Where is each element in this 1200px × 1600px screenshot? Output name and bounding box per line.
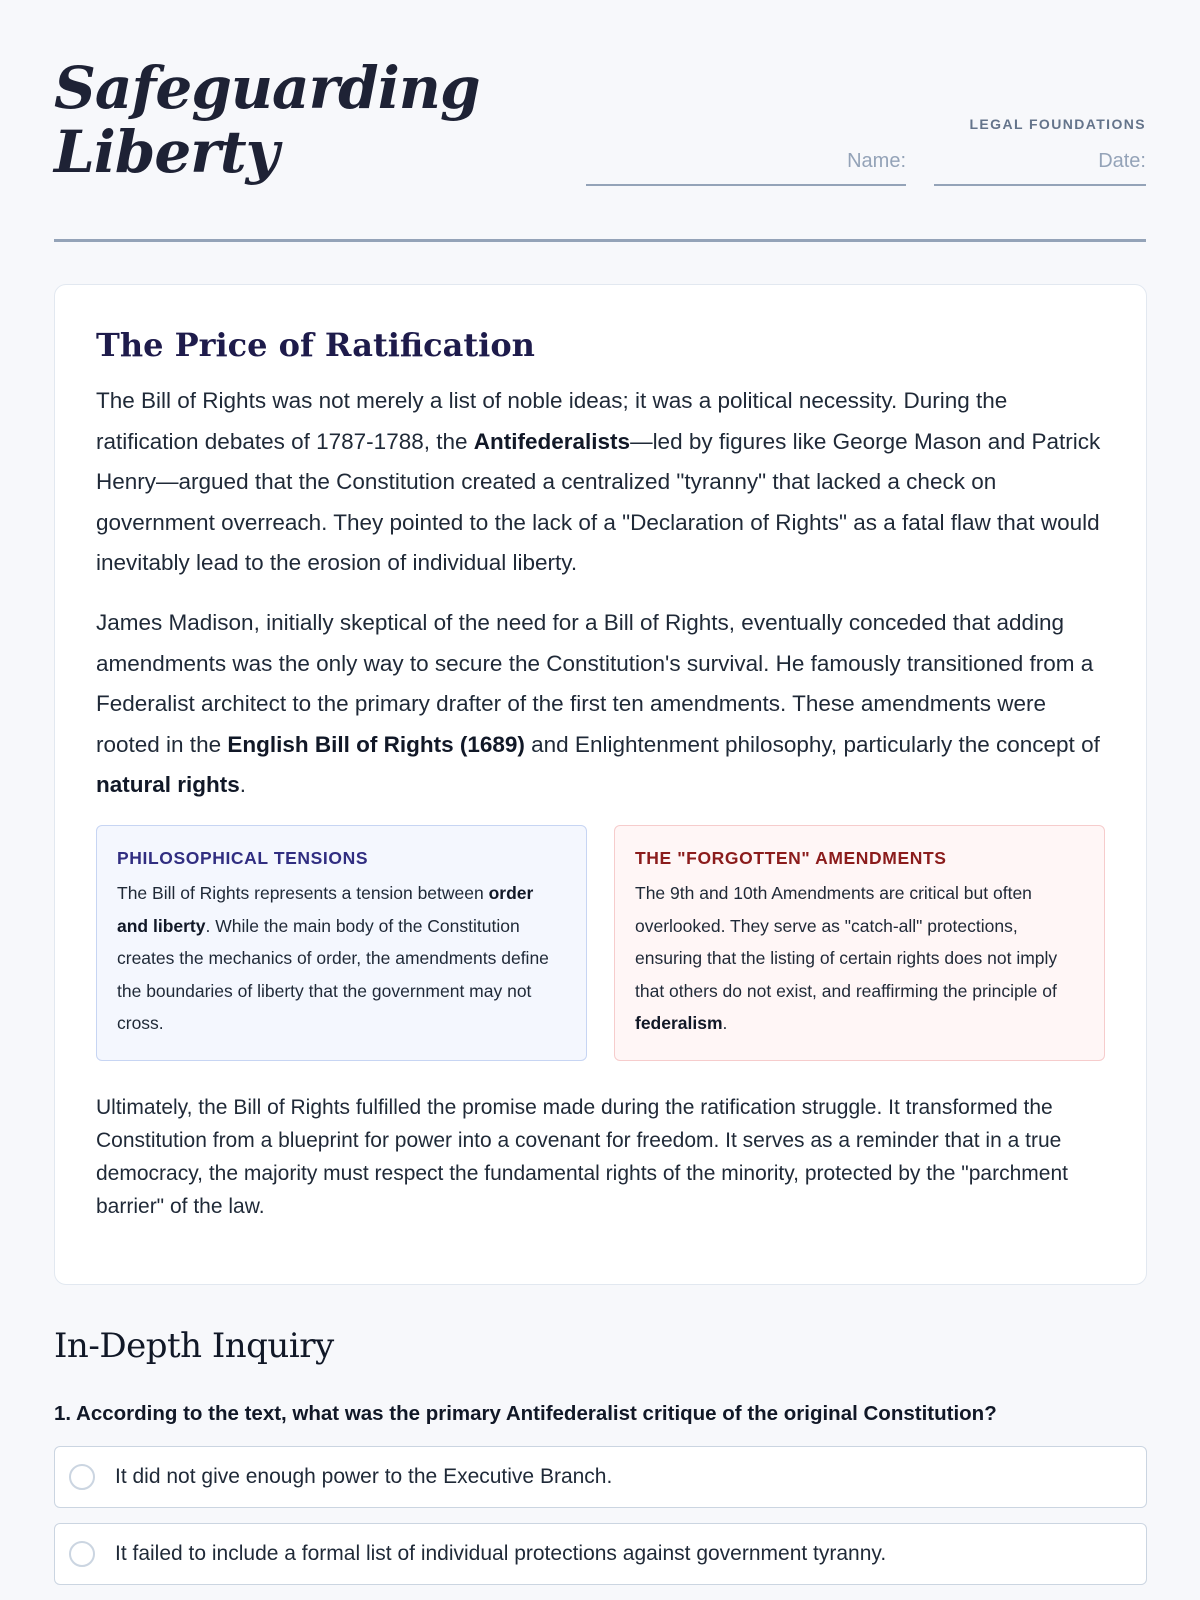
date-field[interactable] — [934, 146, 1146, 186]
worksheet-title — [54, 56, 480, 184]
callout-text-c: . While the main body of the Constitution creates the mechanics of order, the amendments define the boundaries of liberty that the government may not cross. — [117, 915, 549, 1034]
p1-text-c: —led by figures like George Mason and Patrick Henry—argued that the Constitution created a centralized "tyranny" that lacked a check on government overreach. They pointed to the lack of a "Declaration of Rights" as a fatal flaw that would inevitably lead to the erosion of individual liberty. — [96, 428, 1101, 576]
p1-bold-antifederalists: Antifederalists — [473, 428, 631, 454]
reading-paragraph-1 — [96, 381, 1105, 584]
question-1: 1. According to the text, what was the primary Antifederalist critique of the original Constitution? — [54, 1402, 997, 1425]
callout-boxes — [96, 825, 1105, 1061]
radio-button[interactable] — [69, 1464, 95, 1490]
callout-text-a: The 9th and 10th Amendments are critical but often overlooked. They serve as "catch-all" protections, ensuring that the listing of certain rights does not imply that others do not exist, and reaffirming the principle of — [635, 882, 1058, 1001]
callout-philosophical-tensions — [96, 825, 587, 1061]
callout-title: THE "FORGOTTEN" AMENDMENTS — [635, 847, 947, 868]
name-field[interactable] — [586, 146, 906, 186]
callout-bold-federalism: federalism — [635, 1013, 723, 1034]
p2-text-c: and Enlightenment philosophy, particularly the concept of — [524, 731, 1100, 757]
p2-bold-english-bill: English Bill of Rights (1689) — [227, 731, 525, 757]
reading-paragraph-2 — [96, 603, 1105, 806]
option-label: It did not give enough power to the Executive Branch. — [115, 1465, 613, 1488]
callout-text — [117, 877, 566, 1040]
callout-bold-order-liberty: order and liberty — [117, 882, 534, 936]
reading-title: The Price of Ratification — [96, 326, 535, 364]
option-label: It failed to include a formal list of individual protections against government tyranny. — [115, 1542, 887, 1565]
date-label: Date: — [1098, 150, 1146, 172]
title-line-2: Liberty — [54, 118, 279, 186]
callout-text-c: . — [722, 1013, 728, 1034]
question-1-option-1[interactable] — [54, 1446, 1147, 1508]
p1-text-a: The Bill of Rights was not merely a list of noble ideas; it was a political necessity. During the ratification debates of 1787-1788, the — [96, 388, 1008, 454]
title-line-1: Safeguarding — [54, 54, 480, 122]
reading-card — [54, 284, 1147, 1285]
reading-paragraph-3: Ultimately, the Bill of Rights fulfilled the promise made during the ratification struggle. It transformed the Constitution from a blueprint for power into a covenant for freedom. It serves as a reminder that in a true democracy, the majority must respect the fundamental rights of the minority, protected by the "parchment barrier" of the law. — [96, 1095, 1068, 1218]
callout-title: PHILOSOPHICAL TENSIONS — [117, 847, 369, 868]
p2-bold-natural-rights: natural rights — [96, 772, 240, 798]
inquiry-title: In-Depth Inquiry — [54, 1326, 334, 1366]
callout-forgotten-amendments — [614, 825, 1105, 1061]
p2-text-a: James Madison, initially skeptical of the need for a Bill of Rights, eventually conceded that adding amendments was the only way to secure the Constitution's survival. He famously transitioned from a Federalist architect to the primary drafter of the first ten amendments. These amendments were rooted in the — [96, 609, 1094, 757]
name-label: Name: — [847, 150, 906, 172]
radio-button[interactable] — [69, 1541, 95, 1567]
worksheet-header — [54, 0, 1146, 242]
callout-text-a: The Bill of Rights represents a tension between — [117, 882, 489, 903]
p2-text-e: . — [239, 772, 247, 798]
callout-text — [635, 877, 1084, 1040]
question-1-option-2[interactable] — [54, 1523, 1147, 1585]
course-label: LEGAL FOUNDATIONS — [969, 116, 1146, 132]
